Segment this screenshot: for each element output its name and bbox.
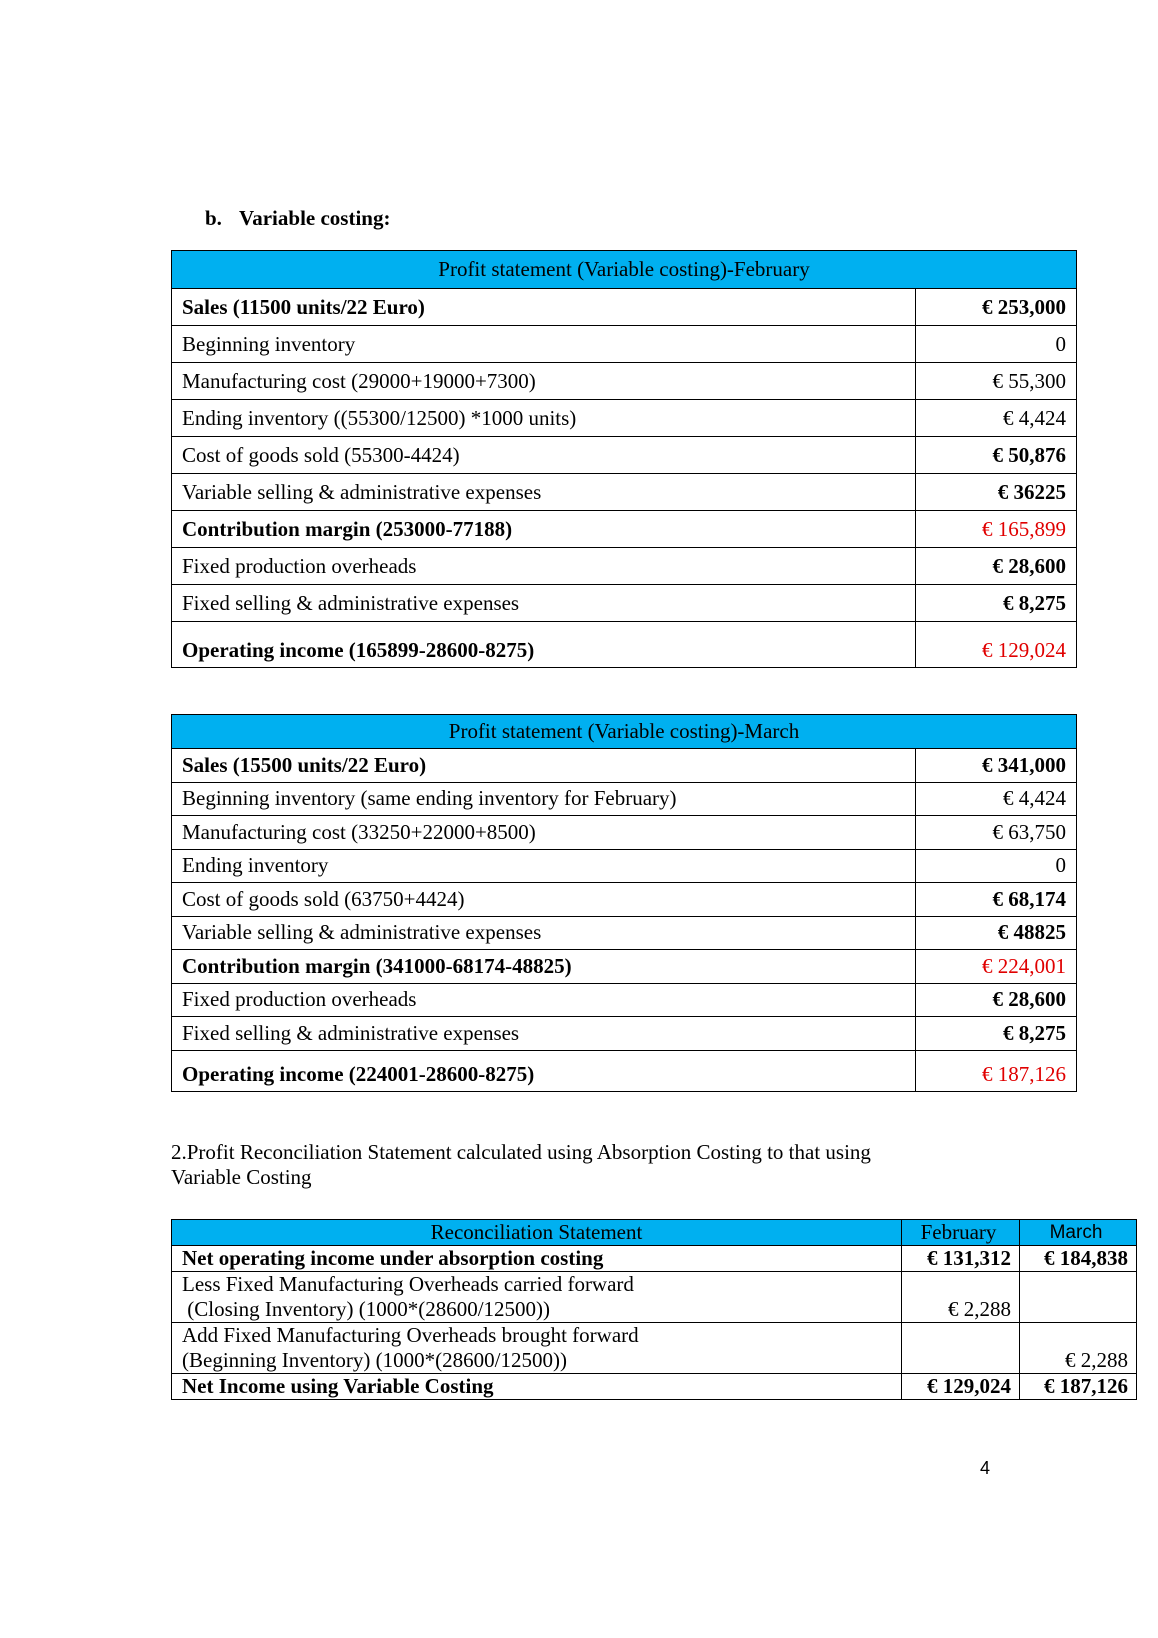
section-b-heading bbox=[205, 206, 390, 231]
reconciliation-intro-line2: Variable Costing bbox=[171, 1165, 312, 1189]
row-value: € 36225 bbox=[916, 474, 1077, 511]
reconciliation-statement bbox=[171, 1219, 1137, 1400]
table-row bbox=[172, 849, 1077, 883]
table-row bbox=[172, 1323, 1137, 1374]
table-row bbox=[172, 950, 1077, 984]
row-label: Manufacturing cost (33250+22000+8500) bbox=[172, 816, 916, 850]
table-row bbox=[172, 622, 1077, 668]
march-title: Profit statement (Variable costing)-March bbox=[172, 715, 1077, 749]
section-b-title: Variable costing: bbox=[239, 206, 391, 230]
reconciliation-intro-line1: 2.Profit Reconciliation Statement calculated using Absorption Costing to that using bbox=[171, 1140, 871, 1164]
row-label-line2: (Closing Inventory) (1000*(28600/12500)) bbox=[182, 1297, 551, 1321]
section-b-marker: b. bbox=[205, 206, 222, 230]
row-value: € 129,024 bbox=[916, 622, 1077, 668]
table-row bbox=[172, 983, 1077, 1017]
row-label: Fixed selling & administrative expenses bbox=[172, 1017, 916, 1051]
table-row bbox=[172, 816, 1077, 850]
february-value: € 2,288 bbox=[902, 1272, 1020, 1323]
row-label: Sales (11500 units/22 Euro) bbox=[172, 289, 916, 326]
march-value: € 184,838 bbox=[1020, 1246, 1137, 1272]
table-row bbox=[172, 782, 1077, 816]
row-label: Sales (15500 units/22 Euro) bbox=[172, 749, 916, 783]
row-label: Beginning inventory (same ending inventory for February) bbox=[172, 782, 916, 816]
row-label-line1: Add Fixed Manufacturing Overheads brought forward bbox=[182, 1323, 639, 1347]
table-row bbox=[172, 1050, 1077, 1091]
row-label: Contribution margin (341000-68174-48825) bbox=[172, 950, 916, 984]
table-row bbox=[172, 289, 1077, 326]
row-value: 0 bbox=[916, 326, 1077, 363]
reconciliation-header-row bbox=[172, 1220, 1137, 1246]
march-profit-statement bbox=[171, 714, 1077, 1092]
row-label: Manufacturing cost (29000+19000+7300) bbox=[172, 363, 916, 400]
row-label: Variable selling & administrative expenses bbox=[172, 916, 916, 950]
row-label: Variable selling & administrative expenses bbox=[172, 474, 916, 511]
table-row bbox=[172, 1017, 1077, 1051]
page-number: 4 bbox=[980, 1458, 991, 1478]
table-row bbox=[172, 474, 1077, 511]
table-row bbox=[172, 916, 1077, 950]
row-label: Contribution margin (253000-77188) bbox=[172, 511, 916, 548]
reconciliation-title: Reconciliation Statement bbox=[172, 1220, 902, 1246]
february-title: Profit statement (Variable costing)-February bbox=[172, 251, 1077, 289]
row-label: Net operating income under absorption costing bbox=[172, 1246, 902, 1272]
row-value: € 55,300 bbox=[916, 363, 1077, 400]
row-value: € 341,000 bbox=[916, 749, 1077, 783]
february-value: € 131,312 bbox=[902, 1246, 1020, 1272]
table-row bbox=[172, 437, 1077, 474]
table-row bbox=[172, 1374, 1137, 1400]
table-row bbox=[172, 326, 1077, 363]
row-value: € 63,750 bbox=[916, 816, 1077, 850]
row-value: € 8,275 bbox=[916, 1017, 1077, 1051]
row-value: € 68,174 bbox=[916, 883, 1077, 917]
row-label: Operating income (224001-28600-8275) bbox=[172, 1050, 916, 1091]
row-label: Ending inventory ((55300/12500) *1000 units) bbox=[172, 400, 916, 437]
february-profit-statement bbox=[171, 250, 1077, 668]
march-value: € 2,288 bbox=[1020, 1323, 1137, 1374]
table-row bbox=[172, 1272, 1137, 1323]
row-label: Fixed production overheads bbox=[172, 983, 916, 1017]
row-value: € 28,600 bbox=[916, 548, 1077, 585]
row-label: Beginning inventory bbox=[172, 326, 916, 363]
row-value: € 187,126 bbox=[916, 1050, 1077, 1091]
table-row bbox=[172, 749, 1077, 783]
row-value: € 28,600 bbox=[916, 983, 1077, 1017]
row-value: € 8,275 bbox=[916, 585, 1077, 622]
row-value: € 253,000 bbox=[916, 289, 1077, 326]
row-label: Operating income (165899-28600-8275) bbox=[172, 622, 916, 668]
table-row bbox=[172, 883, 1077, 917]
march-value bbox=[1020, 1272, 1137, 1323]
february-column-header: February bbox=[902, 1220, 1020, 1246]
row-value: € 48825 bbox=[916, 916, 1077, 950]
march-value: € 187,126 bbox=[1020, 1374, 1137, 1400]
march-header-row bbox=[172, 715, 1077, 749]
row-label-line2: (Beginning Inventory) (1000*(28600/12500)) bbox=[182, 1348, 567, 1372]
february-value bbox=[902, 1323, 1020, 1374]
row-value: € 165,899 bbox=[916, 511, 1077, 548]
row-label: Cost of goods sold (63750+4424) bbox=[172, 883, 916, 917]
table-row bbox=[172, 585, 1077, 622]
row-label: Net Income using Variable Costing bbox=[172, 1374, 902, 1400]
row-label-line1: Less Fixed Manufacturing Overheads carried forward bbox=[182, 1272, 634, 1296]
march-column-header: March bbox=[1020, 1220, 1137, 1246]
row-value: € 224,001 bbox=[916, 950, 1077, 984]
table-row bbox=[172, 1246, 1137, 1272]
table-row bbox=[172, 511, 1077, 548]
row-label bbox=[172, 1323, 902, 1374]
row-label: Cost of goods sold (55300-4424) bbox=[172, 437, 916, 474]
february-header-row bbox=[172, 251, 1077, 289]
table-row bbox=[172, 548, 1077, 585]
row-value: € 50,876 bbox=[916, 437, 1077, 474]
row-value: 0 bbox=[916, 849, 1077, 883]
row-label: Fixed selling & administrative expenses bbox=[172, 585, 916, 622]
table-row bbox=[172, 363, 1077, 400]
reconciliation-intro bbox=[171, 1140, 971, 1190]
row-label: Ending inventory bbox=[172, 849, 916, 883]
table-row bbox=[172, 400, 1077, 437]
row-label: Fixed production overheads bbox=[172, 548, 916, 585]
row-value: € 4,424 bbox=[916, 782, 1077, 816]
row-label bbox=[172, 1272, 902, 1323]
row-value: € 4,424 bbox=[916, 400, 1077, 437]
february-value: € 129,024 bbox=[902, 1374, 1020, 1400]
